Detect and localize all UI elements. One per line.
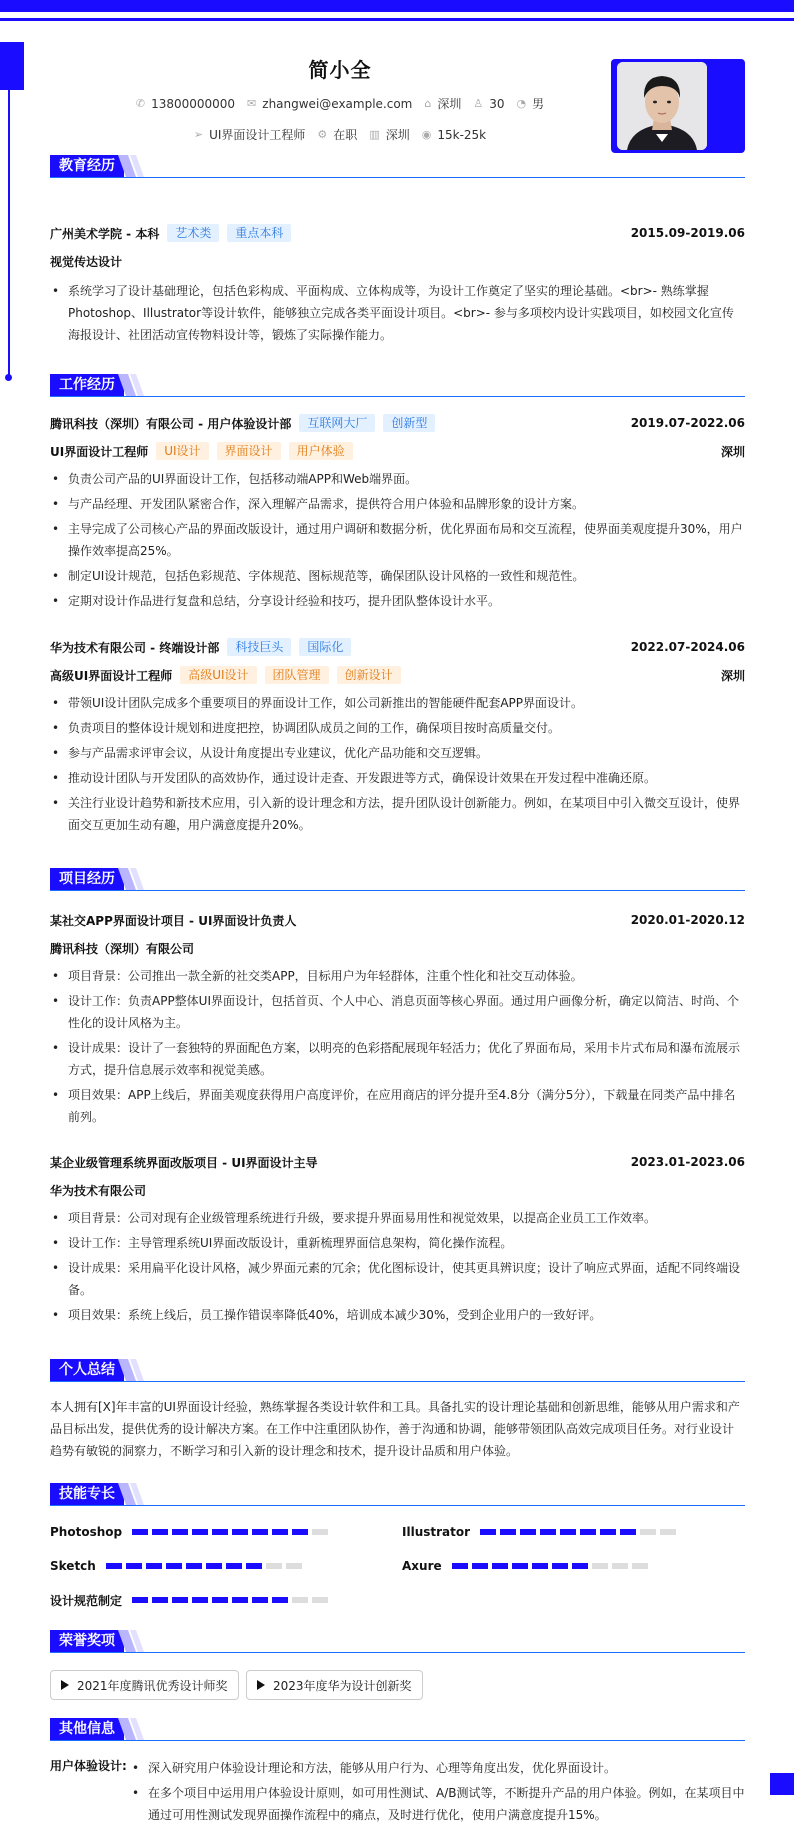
- list-item: • 深入研究用户体验设计理论和方法，能够从用户行为、心理等角度出发，优化界面设计。: [130, 1757, 745, 1779]
- tag-badge: 艺术类: [167, 224, 219, 242]
- skill-bar-filled: [206, 1563, 222, 1569]
- avatar: [617, 62, 707, 150]
- section-title: 教育经历: [50, 155, 124, 177]
- age-text: 30: [489, 96, 505, 111]
- section-title: 荣誉奖项: [50, 1630, 124, 1652]
- skill-level-bars: [480, 1529, 676, 1535]
- list-item: • 设计成果：采用扁平化设计风格，减少界面元素的冗余；优化图标设计，使其更具辨识度；设计了响应式界面，适配不同终端设备。: [50, 1257, 745, 1301]
- project-entry: [50, 1151, 745, 1329]
- list-item: • 项目背景：公司对现有企业级管理系统进行升级，要求提升界面易用性和视觉效果，以提高企业员工工作效率。: [50, 1207, 745, 1229]
- skill-bar-filled: [232, 1597, 248, 1603]
- skill-bar-filled: [106, 1563, 122, 1569]
- section-rule: [50, 177, 745, 178]
- section-rule: [50, 1505, 745, 1506]
- skill-bar-filled: [520, 1529, 536, 1535]
- skill-bar-empty: [592, 1563, 608, 1569]
- section-title: 工作经历: [50, 374, 124, 396]
- status-text: 在职: [333, 128, 358, 142]
- skill-bar-empty: [286, 1563, 302, 1569]
- skill-illustrator: [402, 1523, 676, 1541]
- section-rule: [50, 890, 745, 891]
- skill-bar-filled: [126, 1563, 142, 1569]
- date-range: 2015.09-2019.06: [630, 226, 745, 240]
- left-accent-tab: [0, 42, 24, 90]
- skill-bar-filled: [252, 1597, 268, 1603]
- section-rule: [50, 1652, 745, 1653]
- skill-bar-filled: [152, 1597, 168, 1603]
- major-name: 视觉传达设计: [50, 254, 123, 269]
- skill-bar-filled: [492, 1563, 508, 1569]
- skill-bar-filled: [192, 1529, 208, 1535]
- skill-photoshop: [50, 1523, 328, 1541]
- project-name: 某社交APP界面设计项目 - UI界面设计负责人: [50, 913, 297, 928]
- phone-icon: ✆: [135, 97, 146, 110]
- date-range: 2022.07-2024.06: [630, 640, 745, 654]
- skill-bar-filled: [540, 1529, 556, 1535]
- skill-bar-filled: [212, 1597, 228, 1603]
- section-education-header: [50, 155, 745, 179]
- right-accent-tab: [770, 1773, 794, 1795]
- skill-bar-filled: [500, 1529, 516, 1535]
- send-icon: ➢: [193, 128, 204, 141]
- resume-header: [60, 54, 620, 143]
- tag-badge: 团队管理: [265, 666, 329, 684]
- skill-bar-empty: [312, 1529, 328, 1535]
- skill-sketch: [50, 1557, 302, 1575]
- section-title: 项目经历: [50, 868, 124, 890]
- skill-bar-filled: [572, 1563, 588, 1569]
- skill-name: Sketch: [50, 1559, 96, 1573]
- list-item: • 关注行业设计趋势和新技术应用，引入新的设计理念和方法，提升团队设计创新能力。例如，在某项目中引入微交互设计，使界面交互更加生动有趣，用户满意度提升20%。: [50, 792, 745, 836]
- job-title: UI界面设计工程师: [50, 444, 149, 459]
- skill-bar-filled: [132, 1597, 148, 1603]
- top-accent-bar: [0, 0, 794, 12]
- section-rule: [50, 1740, 745, 1741]
- skill-bar-filled: [186, 1563, 202, 1569]
- list-item: • 设计工作：主导管理系统UI界面改版设计，重新梳理界面信息架构，简化操作流程。: [50, 1232, 745, 1254]
- home-icon: ⌂: [424, 97, 432, 110]
- left-timeline-dot: [5, 374, 12, 381]
- skill-bar-empty: [640, 1529, 656, 1535]
- mail-icon: ✉: [247, 97, 257, 110]
- money-icon: ◉: [421, 128, 432, 141]
- summary-text: 本人拥有[X]年丰富的UI界面设计经验，熟练掌握各类设计软件和工具。具备扎实的设计理论基础和创新思维，能够从用户需求和产品目标出发，提供优秀的设计解决方案。在工作中注重团队协作，善于沟通和协调，能够带领团队高效完成项目任务。对行业设计趋势有敏锐的洞察力，不断学习和引入新的设计理念和技术，提升设计品质和用户体验。: [50, 1400, 740, 1458]
- tag-badge: 创新设计: [337, 666, 401, 684]
- list-item: • 项目效果：系统上线后，员工操作错误率降低40%，培训成本减少30%，受到企业用户的一致好评。: [50, 1304, 745, 1326]
- skill-level-bars: [452, 1563, 648, 1569]
- gear-icon: ⚙: [317, 128, 328, 141]
- other-label: 用户体验设计:: [50, 1759, 127, 1773]
- skill-bar-filled: [192, 1597, 208, 1603]
- skill-name: 设计规范制定: [50, 1593, 123, 1608]
- work-city: 深圳: [720, 668, 745, 683]
- date-range: 2023.01-2023.06: [630, 1155, 745, 1169]
- tag-badge: 高级UI设计: [180, 666, 256, 684]
- list-item: • 在多个项目中运用用户体验设计原则，如可用性测试、A/B测试等，不断提升产品的用户体验。例如，在某项目中通过可用性测试发现界面操作流程中的痛点，及时进行优化，使用户满意度提升15%。: [130, 1782, 745, 1826]
- skill-bar-filled: [152, 1529, 168, 1535]
- job-title: 高级UI界面设计工程师: [50, 668, 173, 683]
- skill-level-bars: [132, 1529, 328, 1535]
- company-name: 华为技术有限公司 - 终端设计部: [50, 640, 220, 655]
- school-name: 广州美术学院 - 本科: [50, 226, 160, 241]
- award-chip: [50, 1670, 239, 1700]
- list-item: • 系统学习了设计基础理论，包括色彩构成、平面构成、立体构成等，为设计工作奠定了坚实的理论基础。<br>- 熟练掌握Photoshop、Illustrator等设计软件，能够独立完成各类平面设计项目。<br>- 参与多项校内设计实践项目，如校园文化宣传海报设计、社团活动宣传物料设计等，锻炼了实际操作能力。: [50, 280, 745, 346]
- section-work-header: [50, 374, 745, 398]
- section-skills-header: [50, 1483, 745, 1507]
- skill-name: Photoshop: [50, 1525, 123, 1539]
- list-item: • 推动设计团队与开发团队的高效协作，通过设计走查、开发跟进等方式，确保设计效果在开发过程中准确还原。: [50, 767, 745, 789]
- job-intent-row: [60, 126, 620, 143]
- contact-row: [60, 95, 620, 112]
- education-entry: [50, 222, 745, 349]
- skill-bar-filled: [146, 1563, 162, 1569]
- skill-bar-filled: [552, 1563, 568, 1569]
- date-range: 2019.07-2022.06: [630, 416, 745, 430]
- project-company: 华为技术有限公司: [50, 1183, 147, 1198]
- list-item: • 负责项目的整体设计规划和进度把控，协调团队成员之间的工作，确保项目按时高质量交付。: [50, 717, 745, 739]
- gender-text: 男: [532, 97, 545, 111]
- skill-bar-empty: [632, 1563, 648, 1569]
- list-item: • 项目背景：公司推出一款全新的社交类APP，目标用户为年轻群体，注重个性化和社交互动体验。: [50, 965, 745, 987]
- section-rule: [50, 1381, 745, 1382]
- tag-badge: 重点本科: [227, 224, 291, 242]
- skill-bar-filled: [472, 1563, 488, 1569]
- list-item: • 带领UI设计团队完成多个重要项目的界面设计工作，如公司新推出的智能硬件配套APP界面设计。: [50, 692, 745, 714]
- skill-spec: [50, 1591, 328, 1609]
- top-accent-line: [0, 18, 794, 21]
- work-entry: [50, 636, 745, 839]
- list-item: • 设计工作：负责APP整体UI界面设计，包括首页、个人中心、消息页面等核心界面。通过用户画像分析，确定以简洁、时尚、个性化的设计风格为主。: [50, 990, 745, 1034]
- skill-bar-empty: [312, 1597, 328, 1603]
- job-text: UI界面设计工程师: [209, 128, 306, 142]
- list-item: • 参与产品需求评审会议，从设计角度提出专业建议，优化产品功能和交互逻辑。: [50, 742, 745, 764]
- award-text: 2023年度华为设计创新奖: [273, 1678, 412, 1693]
- list-item: • 负责公司产品的UI界面设计工作，包括移动端APP和Web端界面。: [50, 468, 745, 490]
- skill-bar-filled: [212, 1529, 228, 1535]
- award-text: 2021年度腾讯优秀设计师奖: [77, 1678, 228, 1693]
- skill-bar-empty: [292, 1597, 308, 1603]
- gender-icon: ◔: [516, 97, 527, 110]
- skill-bar-filled: [226, 1563, 242, 1569]
- skill-bar-filled: [272, 1597, 288, 1603]
- section-awards-header: [50, 1630, 745, 1654]
- list-item: • 主导完成了公司核心产品的界面改版设计，通过用户调研和数据分析，优化界面布局和交互流程，使界面美观度提升30%，用户操作效率提高25%。: [50, 518, 745, 562]
- list-item: • 设计成果：设计了一套独特的界面配色方案，以明亮的色彩搭配展现年轻活力；优化了界面布局，采用卡片式布局和瀑布流展示方式，提升信息展示效率和视觉美感。: [50, 1037, 745, 1081]
- skill-name: Axure: [402, 1559, 442, 1573]
- skill-bar-empty: [612, 1563, 628, 1569]
- skill-bar-filled: [292, 1529, 308, 1535]
- skill-bar-filled: [452, 1563, 468, 1569]
- skill-name: Illustrator: [402, 1525, 471, 1539]
- work-city: 深圳: [720, 444, 745, 459]
- tag-badge: UI设计: [156, 442, 208, 460]
- section-summary-header: [50, 1359, 745, 1383]
- section-other-header: [50, 1718, 745, 1742]
- skill-bar-filled: [246, 1563, 262, 1569]
- skill-bar-filled: [272, 1529, 288, 1535]
- skill-bar-empty: [660, 1529, 676, 1535]
- tag-badge: 界面设计: [217, 442, 281, 460]
- section-rule: [50, 396, 745, 397]
- skill-bar-filled: [166, 1563, 182, 1569]
- tag-badge: 创新型: [383, 414, 435, 432]
- section-title: 其他信息: [50, 1718, 124, 1740]
- salary-text: 15k-25k: [437, 127, 487, 142]
- skill-bar-empty: [266, 1563, 282, 1569]
- skill-axure: [402, 1557, 648, 1575]
- play-icon: [257, 1680, 265, 1690]
- target-city-text: 深圳: [385, 128, 410, 142]
- play-icon: [61, 1680, 69, 1690]
- list-item: • 制定UI设计规范，包括色彩规范、字体规范、图标规范等，确保团队设计风格的一致性和规范性。: [50, 565, 745, 587]
- section-project-header: [50, 868, 745, 892]
- skill-bar-filled: [600, 1529, 616, 1535]
- date-range: 2020.01-2020.12: [630, 913, 745, 927]
- skill-bar-filled: [532, 1563, 548, 1569]
- project-entry: [50, 909, 745, 1131]
- building-icon: ▥: [369, 128, 380, 141]
- tag-badge: 科技巨头: [227, 638, 291, 656]
- work-entry: [50, 412, 745, 615]
- skill-bar-filled: [172, 1597, 188, 1603]
- candidate-name: 简小全: [308, 58, 372, 82]
- award-chip: [246, 1670, 423, 1700]
- skill-bar-filled: [132, 1529, 148, 1535]
- skill-bar-filled: [620, 1529, 636, 1535]
- list-item: • 定期对设计作品进行复盘和总结，分享设计经验和技巧，提升团队整体设计水平。: [50, 590, 745, 612]
- list-item: • 与产品经理、开发团队紧密合作，深入理解产品需求，提供符合用户体验和品牌形象的设计方案。: [50, 493, 745, 515]
- skill-bar-filled: [480, 1529, 496, 1535]
- skill-bar-filled: [512, 1563, 528, 1569]
- skill-bar-filled: [172, 1529, 188, 1535]
- email-text: zhangwei@example.com: [262, 96, 413, 111]
- tag-badge: 互联网大厂: [299, 414, 375, 432]
- person-icon: ♙: [473, 97, 484, 110]
- skill-bar-filled: [252, 1529, 268, 1535]
- phone-text: 13800000000: [151, 96, 236, 111]
- project-name: 某企业级管理系统界面改版项目 - UI界面设计主导: [50, 1155, 318, 1170]
- skill-bar-filled: [580, 1529, 596, 1535]
- section-title: 技能专长: [50, 1483, 124, 1505]
- list-item: • 项目效果：APP上线后，界面美观度获得用户高度评价，在应用商店的评分提升至4.8分（满分5分），下载量在同类产品中排名前列。: [50, 1084, 745, 1128]
- tag-badge: 国际化: [299, 638, 351, 656]
- skill-level-bars: [106, 1563, 302, 1569]
- company-name: 腾讯科技（深圳）有限公司 - 用户体验设计部: [50, 416, 292, 431]
- skill-bar-filled: [232, 1529, 248, 1535]
- tag-badge: 用户体验: [289, 442, 353, 460]
- project-company: 腾讯科技（深圳）有限公司: [50, 941, 195, 956]
- skill-level-bars: [132, 1597, 328, 1603]
- left-timeline-line: [8, 90, 10, 378]
- skill-bar-filled: [560, 1529, 576, 1535]
- city-text: 深圳: [437, 97, 462, 111]
- section-title: 个人总结: [50, 1359, 124, 1381]
